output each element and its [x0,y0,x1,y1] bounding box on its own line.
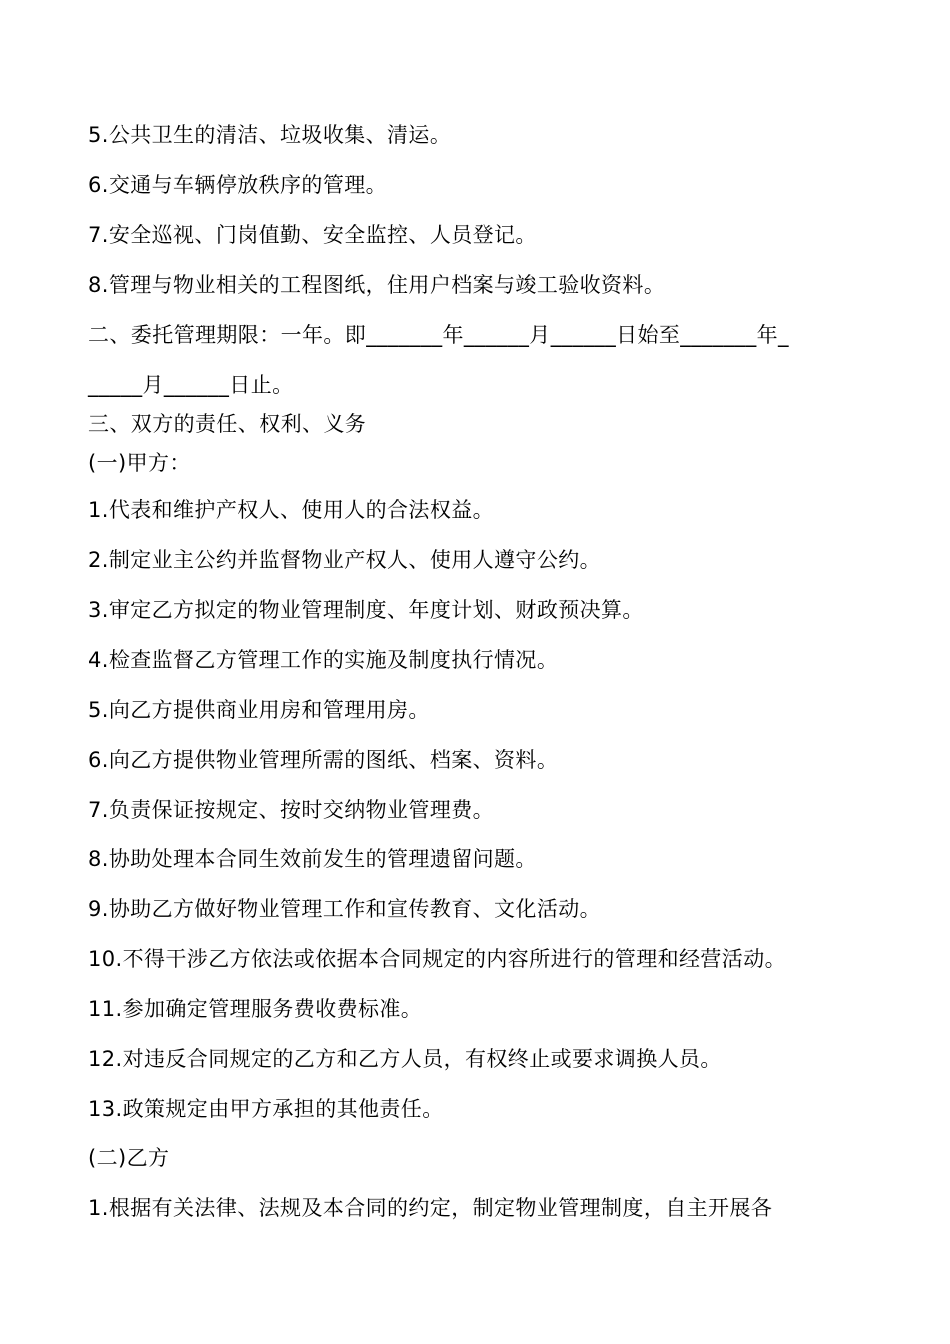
clause-line: 10.不得干涉乙方依法或依据本合同规定的内容所进行的管理和经营活动。 [88,947,786,971]
clause-line: 5.公共卫生的清洁、垃圾收集、清运。 [88,123,452,147]
clause-line: 4.检查监督乙方管理工作的实施及制度执行情况。 [88,648,559,672]
clause-line: 7.负责保证按规定、按时交纳物业管理费。 [88,798,495,822]
clause-line: 2.制定业主公约并监督物业产权人、使用人遵守公约。 [88,548,602,572]
clause-line: 6.交通与车辆停放秩序的管理。 [88,173,388,197]
subsection-heading-party-a: (一)甲方： [88,451,191,475]
clause-line: 6.向乙方提供物业管理所需的图纸、档案、资料。 [88,748,559,772]
clause-line: 11.参加确定管理服务费收费标准。 [88,997,423,1021]
section-heading: 三、双方的责任、权利、义务 [88,412,367,436]
term-line-continued: _____月______日止。 [88,373,294,397]
clause-line: 12.对违反合同规定的乙方和乙方人员，有权终止或要求调换人员。 [88,1047,722,1071]
clause-line: 13.政策规定由甲方承担的其他责任。 [88,1097,444,1121]
clause-line: 7.安全巡视、门岗值勤、安全监控、人员登记。 [88,223,537,247]
term-line: 二、委托管理期限：一年。即_______年______月______日始至_______年_ [88,323,789,347]
clause-line: 8.管理与物业相关的工程图纸，住用户档案与竣工验收资料。 [88,273,666,297]
clause-line: 3.审定乙方拟定的物业管理制度、年度计划、财政预决算。 [88,598,644,622]
subsection-heading-party-b: (二)乙方 [88,1146,170,1170]
clause-line: 1.代表和维护产权人、使用人的合法权益。 [88,498,495,522]
clause-line: 5.向乙方提供商业用房和管理用房。 [88,698,430,722]
clause-line: 9.协助乙方做好物业管理工作和宣传教育、文化活动。 [88,897,602,921]
clause-line: 8.协助处理本合同生效前发生的管理遗留问题。 [88,847,537,871]
clause-line: 1.根据有关法律、法规及本合同的约定，制定物业管理制度，自主开展各 [88,1196,773,1220]
